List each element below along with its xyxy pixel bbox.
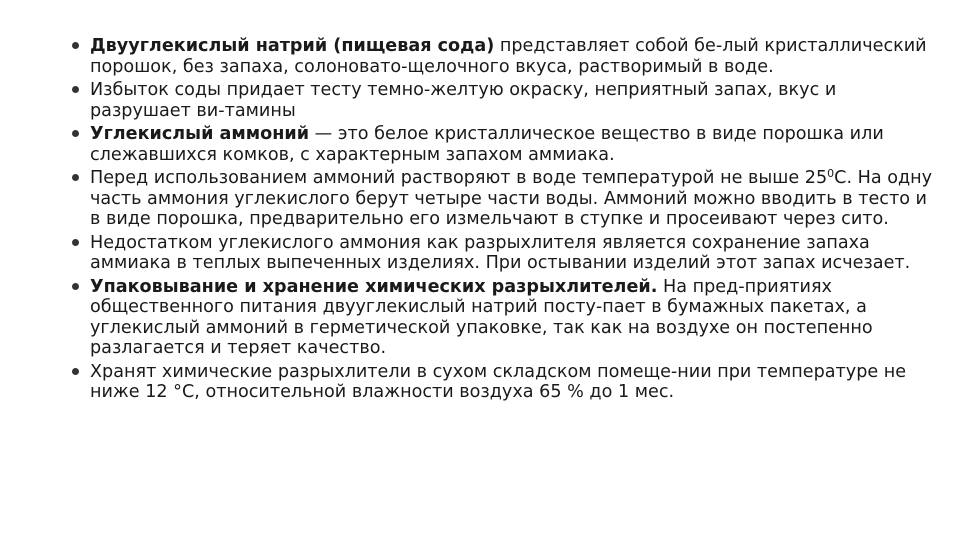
- bullet-item: [70, 233, 940, 274]
- bullet-text: С. На одну часть аммония углекислого берут четыре части воды. Аммоний можно вводить в тесто и в виде порошка, предварительно его измельчают в ступке и просеивают через сито.: [90, 168, 933, 229]
- bullet-item: [70, 168, 940, 230]
- bullet-item: [70, 36, 940, 77]
- degree-superscript: 0: [827, 167, 835, 180]
- bullet-item: [70, 277, 940, 359]
- bullet-list: [70, 36, 940, 406]
- bullet-dot-icon: [72, 130, 79, 137]
- bullet-dot-icon: [72, 86, 79, 93]
- bullet-bold-text: Углекислый аммоний: [90, 124, 310, 144]
- bullet-dot-icon: [72, 42, 79, 49]
- bullet-item: [70, 362, 940, 403]
- bullet-text: — это белое кристаллическое вещество в виде порошка или слежавшихся комков, с характерным запахом аммиака.: [90, 124, 884, 165]
- bullet-item: [70, 80, 940, 121]
- bullet-text: представляет собой бе-лый кристаллический порошок, без запаха, солоновато-щелочного вкуса, растворимый в воде.: [90, 36, 927, 77]
- bullet-dot-icon: [72, 239, 79, 246]
- bullet-item: [70, 124, 940, 165]
- bullet-bold-text: Двууглекислый натрий (пищевая сода): [90, 36, 495, 56]
- bullet-bold-text: Упаковывание и хранение химических разрыхлителей.: [90, 276, 658, 297]
- bullet-text: Недостатком углекислого аммония как разрыхлителя является сохранение запаха аммиака в теплых выпеченных изделиях. При остывании изделий этот запах исчезает.: [90, 232, 911, 273]
- bullet-text: На пред-приятиях общественного питания двууглекислый натрий посту-пает в бумажных пакетах, а углекислый аммоний в герметической упаковке, так как на воздухе он постепенно разлагается и теряет качество.: [90, 276, 873, 358]
- bullet-dot-icon: [72, 368, 79, 375]
- bullet-dot-icon: [72, 174, 79, 181]
- bullet-text: Хранят химические разрыхлители в сухом складском помеще-нии при температуре не ниже 12 °С, относительной влажности воздуха 65 % до 1 мес.: [90, 361, 907, 402]
- bullet-text-before: Перед использованием аммоний растворяют в воде температурой не выше 25: [90, 168, 828, 188]
- bullet-text: Избыток соды придает тесту темно-желтую окраску, неприятный запах, вкус и разрушает ви-тамины: [90, 80, 837, 121]
- bullet-dot-icon: [72, 283, 79, 290]
